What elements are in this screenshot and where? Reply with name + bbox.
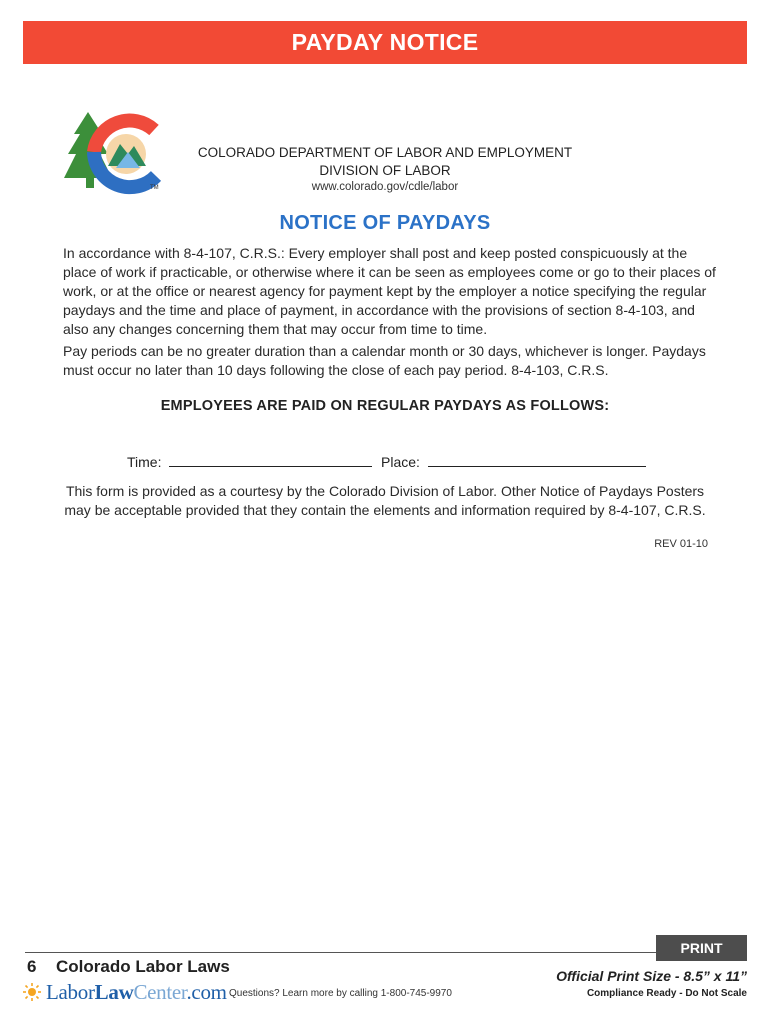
department-url[interactable]: www.colorado.gov/cdle/labor [311,181,459,193]
page-banner [23,21,747,64]
paydays-heading: EMPLOYEES ARE PAID ON REGULAR PAYDAYS AS FOLLOWS: [160,398,610,414]
banner-title: PAYDAY NOTICE [291,29,479,55]
time-field[interactable] [169,452,372,467]
laborlawcenter-logo[interactable] [22,980,227,1004]
pay-period-paragraph: Pay periods can be no greater duration than a calendar month or 30 days, whichever is longer. Paydays must occur no later than 10 days following the close of each pay period. 8-4-103, C.R.S. [63,343,706,378]
revision-label: REV 01-10 [654,538,708,550]
place-label: Place: [381,454,420,470]
courtesy-note: This form is provided as a courtesy by the Colorado Division of Labor. Other Notice of Paydays Posters may be acceptable provided that they contain the elements and information required by 8-4-107, C.R.S. [64,483,706,518]
questions-phone-text: Questions? Learn more by calling 1-800-745-9970 [229,988,452,999]
brand-wordmark: LaborLawCenter.com [46,979,227,1004]
statute-paragraph: In accordance with 8-4-107, C.R.S.: Every employer shall post and keep posted conspicuously at the place of work if practicable, or otherwise where it can be seen as employees come or go to their places of work, or at the office or nearest agency for payment kept by the employer a notice specifying the regular paydays and the time and place of payment, in accordance with the provisions of section 8-4-103, and also any changes concerning them that may occur from time to time. [63,245,716,337]
page-number: 6 [27,957,37,976]
print-size-note: Official Print Size - 8.5” x 11” [556,968,747,984]
department-name: COLORADO DEPARTMENT OF LABOR AND EMPLOYMENT [197,145,573,160]
footer-divider [25,952,747,953]
footer-title: Colorado Labor Laws [56,957,230,976]
notice-title: NOTICE OF PAYDAYS [279,212,491,234]
compliance-note: Compliance Ready - Do Not Scale [586,988,747,999]
time-label: Time: [127,454,162,470]
sun-icon [22,982,42,1002]
division-name: DIVISION OF LABOR [319,163,451,178]
print-button[interactable]: PRINT [656,935,747,961]
place-field[interactable] [428,452,646,467]
time-field-row [127,452,372,470]
place-field-row [381,452,646,470]
trademark-mark: TM [150,185,159,191]
